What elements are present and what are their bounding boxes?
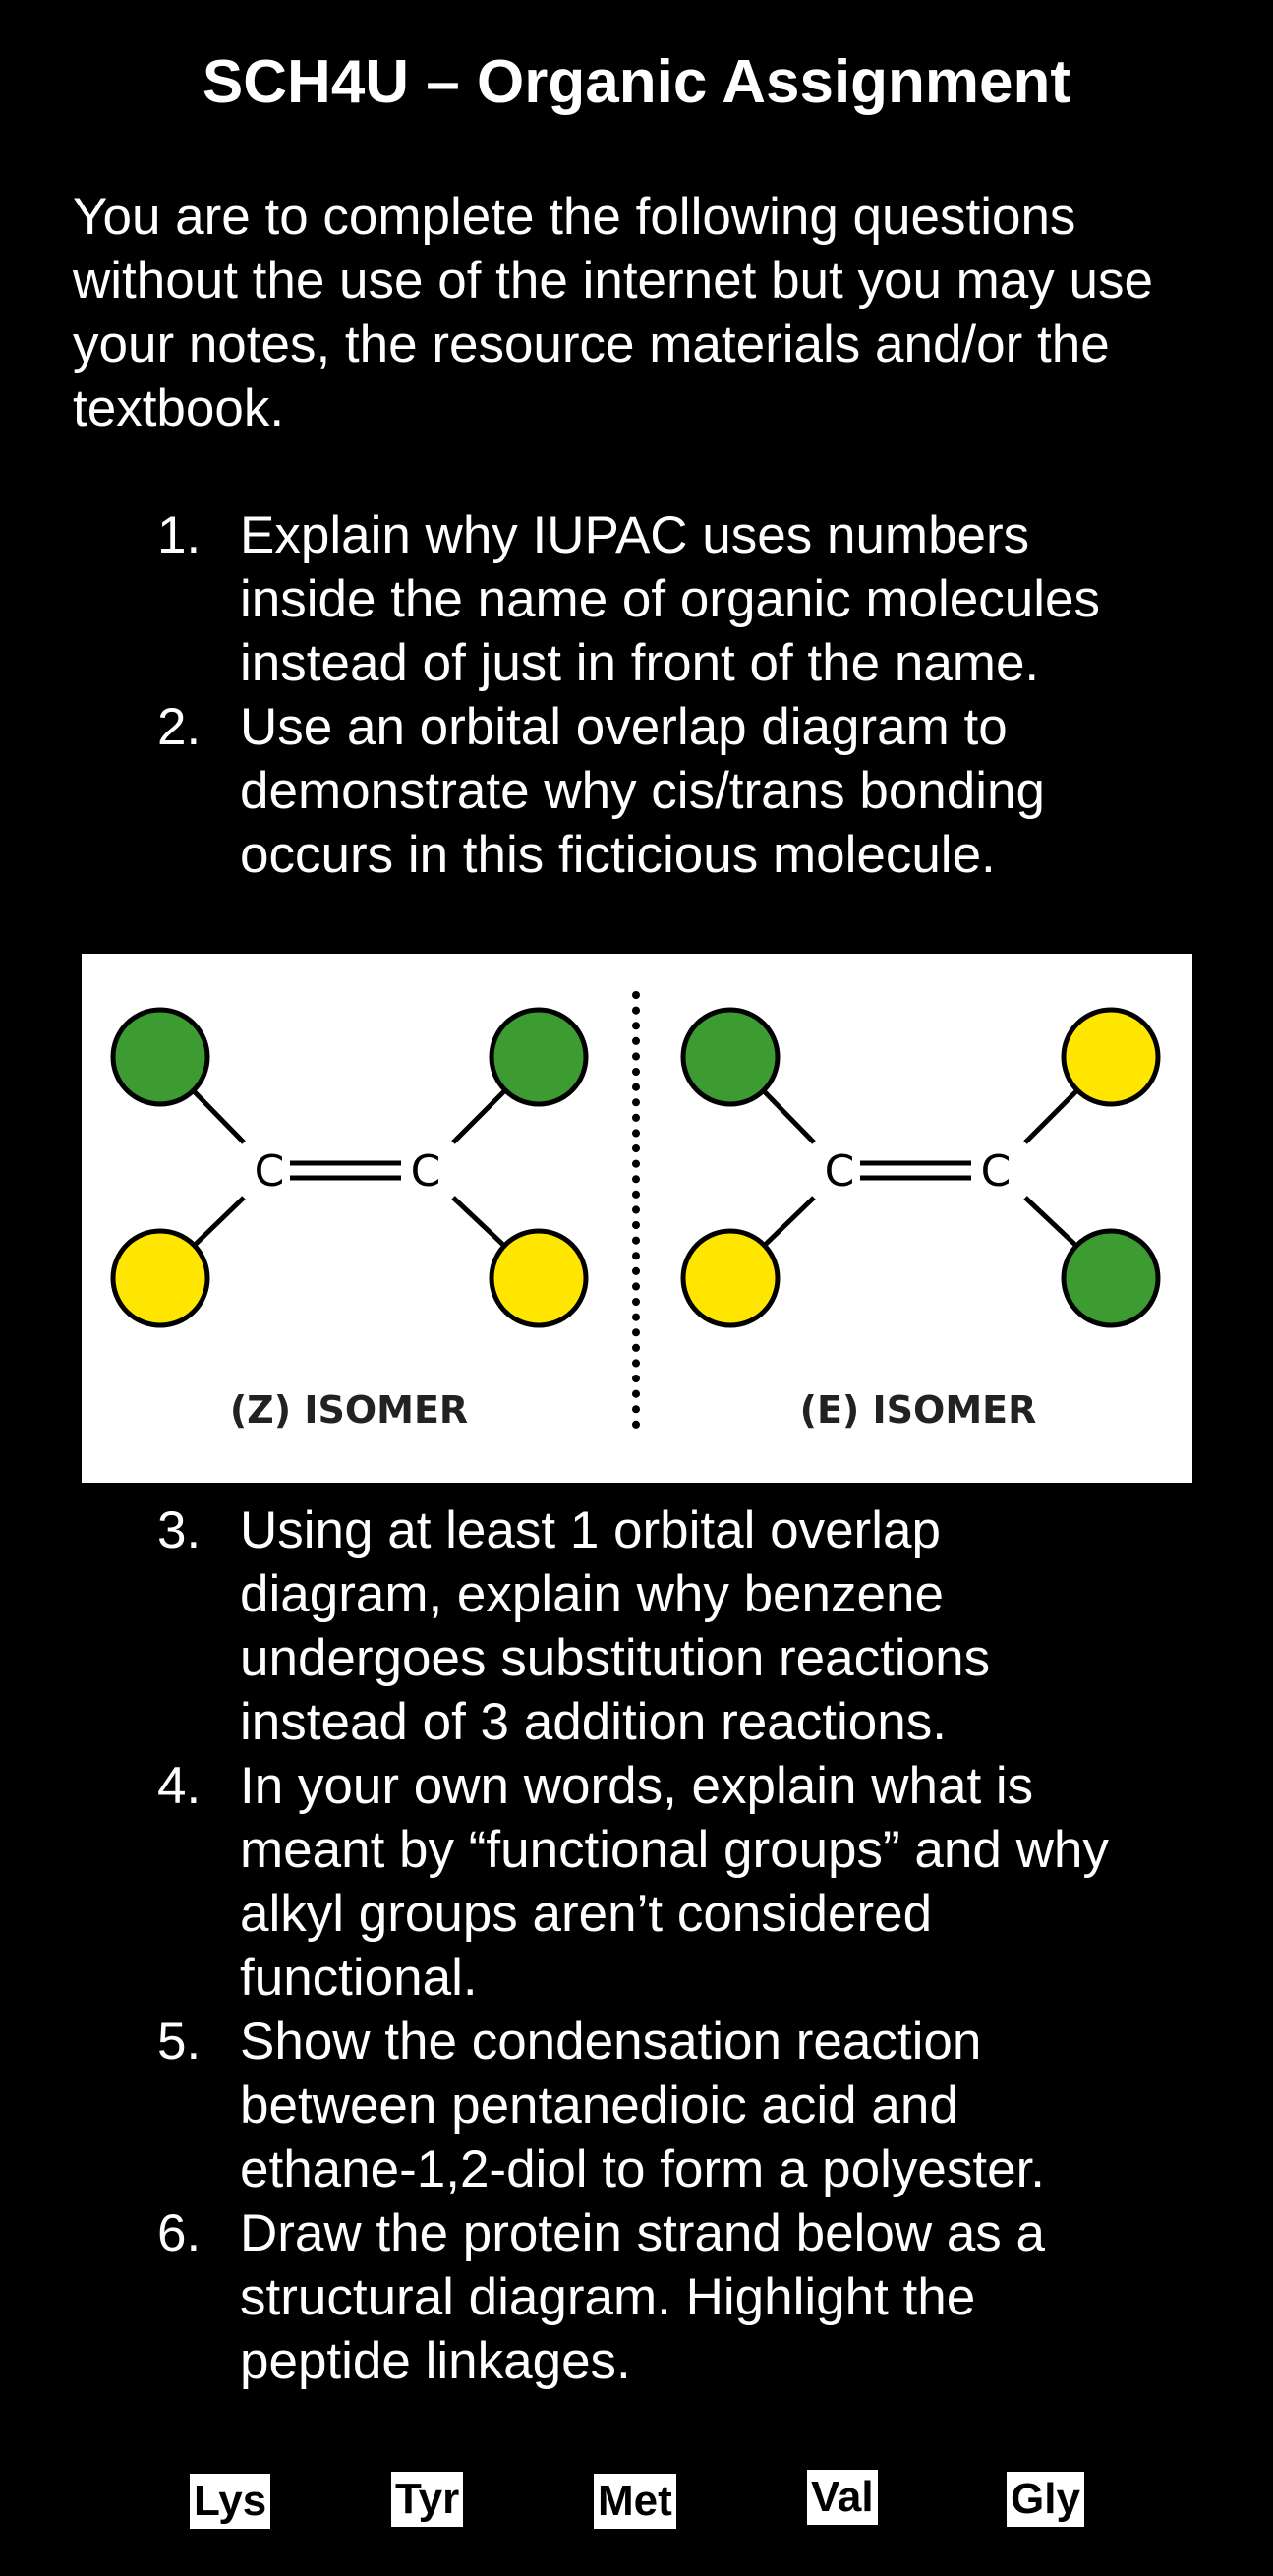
question-text: Show the condensation reaction between pentanedioic acid and ethane-1,2-diol to form a polyester.	[240, 2013, 1046, 2198]
green-substituent	[1064, 1231, 1158, 1325]
question-4	[0, 1754, 1273, 2010]
page-title: SCH4U – Organic Assignment	[202, 48, 1071, 116]
amino-acid-met: Met	[594, 2474, 676, 2529]
yellow-substituent	[1064, 1010, 1158, 1104]
question-number: 5.	[157, 2013, 202, 2071]
question-text: In your own words, explain what is meant by “functional groups” and why alkyl groups aren’t considered functional.	[240, 1757, 1109, 2007]
question-2	[0, 695, 1273, 887]
question-text: Using at least 1 orbital overlap diagram, explain why benzene undergoes substitution reactions instead of 3 addition reactions.	[240, 1501, 991, 1751]
question-5	[0, 2010, 1273, 2201]
amino-acid-val: Val	[807, 2470, 878, 2525]
z-isomer-label: (Z) ISOMER	[229, 1388, 469, 1432]
green-substituent	[113, 1010, 207, 1104]
amino-acid-tyr: Tyr	[391, 2472, 463, 2527]
question-number: 6.	[157, 2204, 202, 2262]
question-number: 2.	[157, 698, 202, 756]
intro-paragraph: You are to complete the following questions without the use of the internet but you may use your notes, the resource materials and/or the textbook.	[73, 188, 1153, 438]
carbon-atom: C	[824, 1146, 855, 1197]
carbon-atom: C	[254, 1146, 285, 1197]
amino-acid-gly: Gly	[1007, 2472, 1084, 2527]
green-substituent	[683, 1010, 778, 1104]
question-number: 4.	[157, 1757, 202, 1815]
yellow-substituent	[113, 1231, 207, 1325]
amino-acid-lys: Lys	[190, 2474, 270, 2529]
z-isomer-diagram	[113, 1010, 586, 1432]
carbon-atom: C	[980, 1146, 1012, 1197]
question-1	[0, 503, 1273, 695]
question-6	[0, 2201, 1273, 2393]
yellow-substituent	[683, 1231, 778, 1325]
green-substituent	[492, 1010, 586, 1104]
e-isomer-label: (E) ISOMER	[799, 1388, 1037, 1432]
question-text: Draw the protein strand below as a structural diagram. Highlight the peptide linkages.	[240, 2204, 1045, 2390]
question-text: Explain why IUPAC uses numbers inside the name of organic molecules instead of just in front of the name.	[240, 506, 1100, 692]
isomer-figure	[82, 954, 1192, 1483]
yellow-substituent	[492, 1231, 586, 1325]
e-isomer-diagram	[683, 1010, 1158, 1432]
question-3	[0, 1498, 1273, 1754]
question-list-b	[0, 1498, 1273, 2393]
protein-strand	[0, 2470, 1273, 2539]
question-list-a	[0, 503, 1273, 887]
question-number: 1.	[157, 506, 202, 564]
question-text: Use an orbital overlap diagram to demonstrate why cis/trans bonding occurs in this ficticious molecule.	[240, 698, 1045, 884]
carbon-atom: C	[410, 1146, 441, 1197]
question-number: 3.	[157, 1501, 202, 1559]
